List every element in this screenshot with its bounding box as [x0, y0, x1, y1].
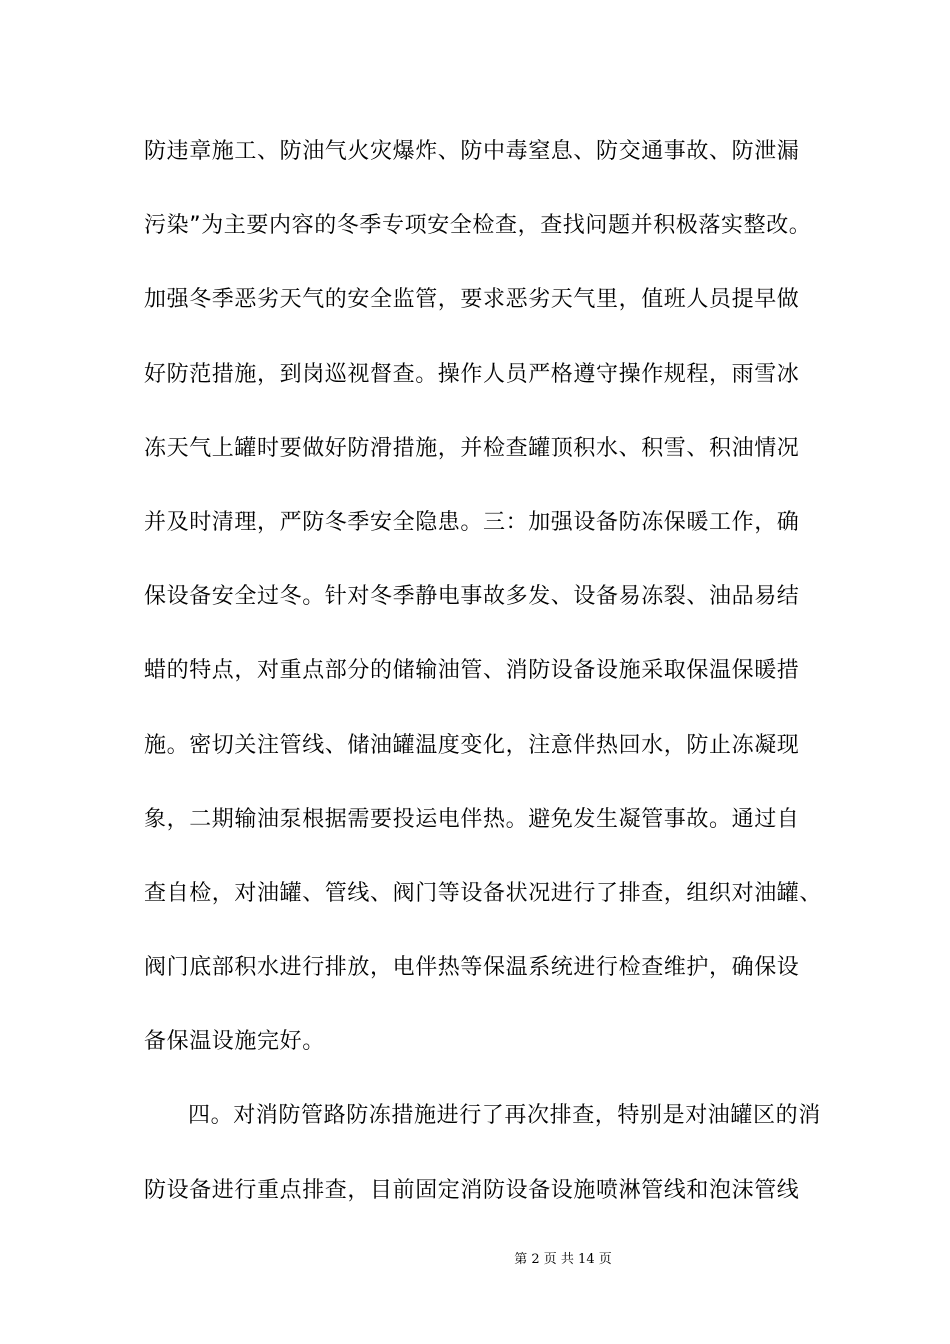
text-line: 加强冬季恶劣天气的安全监管，要求恶劣天气里，值班人员提早做 [144, 287, 800, 313]
text-line: 并及时清理，严防冬季安全隐患。三：加强设备防冻保暖工作，确 [144, 509, 800, 535]
text-line: 施。密切关注管线、储油罐温度变化，注意伴热回水，防止冻凝现 [144, 732, 800, 758]
body-text [144, 126, 824, 1239]
text-line: 冻天气上罐时要做好防滑措施，并检查罐顶积水、积雪、积油情况 [144, 435, 800, 461]
text-line: 象，二期输油泵根据需要投运电伴热。避免发生凝管事故。通过自 [144, 806, 800, 832]
text-line: 阀门底部积水进行排放，电伴热等保温系统进行检查维护，确保设 [144, 955, 800, 981]
text-line: 防违章施工、防油气火灾爆炸、防中毒窒息、防交通事故、防泄漏 [144, 139, 800, 164]
text-line: 四。对消防管路防冻措施进行了再次排查，特别是对油罐区的消 [188, 1103, 821, 1129]
text-line: 保设备安全过冬。针对冬季静电事故多发、设备易冻裂、油品易结 [144, 584, 800, 610]
text-line: 查自检，对油罐、管线、阀门等设备状况进行了排查，组织对油罐、 [144, 880, 823, 906]
text-line: 防设备进行重点排查，目前固定消防设备设施喷淋管线和泡沫管线 [144, 1177, 800, 1203]
text-line: 好防范措施，到岗巡视督查。操作人员严格遵守操作规程，雨雪冰 [144, 361, 800, 387]
text-line: 蜡的特点，对重点部分的储输油管、消防设备设施采取保温保暖措 [144, 658, 800, 684]
page-number-footer: 第 2 页 共 14 页 [514, 1252, 612, 1267]
text-line: 污染”为主要内容的冬季专项安全检查，查找问题并积极落实整改。 [144, 213, 812, 239]
text-line: 备保温设施完好。 [144, 1029, 325, 1055]
